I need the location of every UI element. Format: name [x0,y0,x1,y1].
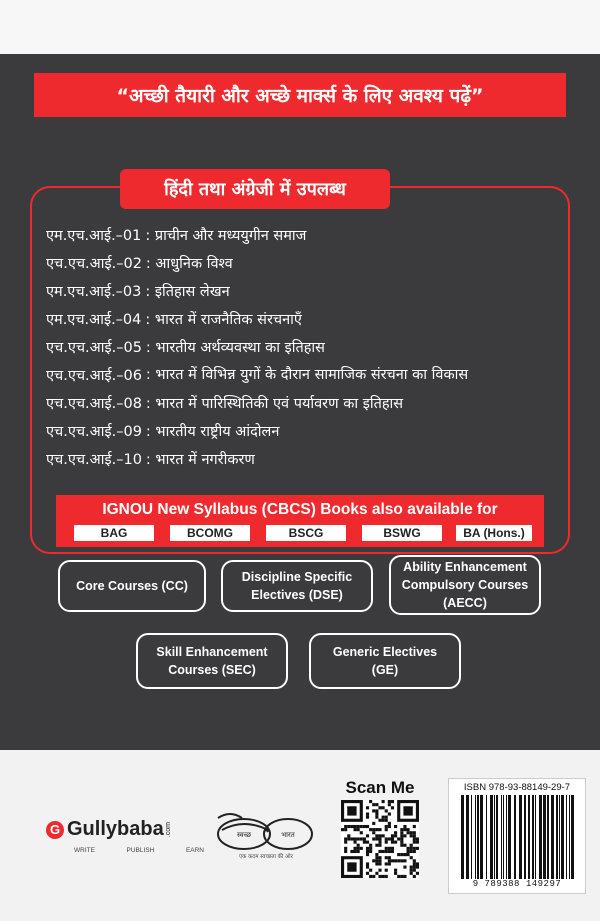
qr-code-icon [341,800,419,878]
course-code: एम.एच.आई.–03 [46,284,142,300]
course-type-aecc: Ability Enhancement Compulsory Courses (AECC) [389,555,541,615]
course-code: एच.एच.आई.–10 [46,452,142,468]
barcode-icon [457,795,577,879]
top-margin [0,0,600,54]
course-title: : भारत में पारिस्थितिकी एवं पर्यावरण का इतिहास [145,396,404,412]
course-title: : भारतीय राष्ट्रीय आंदोलन [145,424,280,440]
list-item [46,222,546,250]
course-title: : प्राचीन और मध्ययुगीन समाज [145,228,307,244]
program-badge: BAG [74,525,154,541]
program-badge: BSCG [266,525,346,541]
isbn-label: ISBN 978-93-88149-29-7 [463,782,571,793]
swachh-right-text: भारत [281,831,295,839]
list-item [46,306,546,334]
course-type-cc: Core Courses (CC) [58,560,206,612]
logo-tag: PUBLISH [126,847,155,854]
course-type-ge: Generic Electives (GE) [309,633,461,689]
cbcs-heading: IGNOU New Syllabus (CBCS) Books also available for [102,501,498,518]
course-title: : इतिहास लेखन [145,284,230,300]
qr-code [341,800,419,878]
list-item [46,418,546,446]
course-title: : भारत में विभिन्न युगों के दौरान सामाजिक संरचना का विकास [145,367,469,383]
course-code: एम.एच.आई.–01 [46,228,142,244]
logo-suffix: .com [164,821,172,838]
glasses-icon [214,808,316,852]
logo-text: Gullybaba [67,818,164,840]
swachh-tagline: एक कदम स्वच्छता की ओर [239,854,293,860]
barcode-digits: 9 789388 149297 [472,879,562,889]
course-code: एच.एच.आई.–02 [46,256,142,272]
course-type-sec: Skill Enhancement Courses (SEC) [136,633,288,689]
course-type-dse: Discipline Specific Electives (DSE) [221,560,373,612]
list-item [46,334,546,362]
panel-title-text: हिंदी तथा अंग्रेजी में उपलब्ध [164,179,346,200]
list-item [46,278,546,306]
list-item [46,390,546,418]
list-item [46,250,546,278]
course-code: एम.एच.आई.–04 [46,312,142,328]
isbn-barcode [448,778,586,894]
list-item [46,446,546,474]
logo-tagline [74,847,204,854]
logo-tag: EARN [185,847,204,854]
course-list [46,222,546,474]
program-badge: BA (Hons.) [456,525,532,541]
tagline-banner [34,73,566,117]
cbcs-banner [56,495,544,547]
publisher-logo [46,818,172,841]
course-title: : भारतीय अर्थव्यवस्था का इतिहास [145,340,325,356]
course-title: : भारत में नगरीकरण [145,452,255,468]
swachh-left-text: स्वच्छ [236,831,252,839]
logo-g-icon: G [46,821,64,839]
tagline-text: “अच्छी तैयारी और अच्छे मार्क्स के लिए अवश्य पढ़ें” [116,85,484,107]
scan-label: Scan Me [345,778,415,797]
logo-tag: WRITE [74,847,95,854]
list-item [46,362,546,390]
program-badge: BCOMG [170,525,250,541]
course-title: : भारत में राजनैतिक संरचनाएँ [145,312,302,328]
course-code: एच.एच.आई.–09 [46,424,142,440]
course-code: एच.एच.आई.–08 [46,396,142,412]
program-badge: BSWG [362,525,442,541]
course-code: एच.एच.आई.–05 [46,340,142,356]
course-title: : आधुनिक विश्व [145,256,233,272]
panel-title [120,169,390,209]
course-code: एच.एच.आई.–06 [46,368,142,384]
